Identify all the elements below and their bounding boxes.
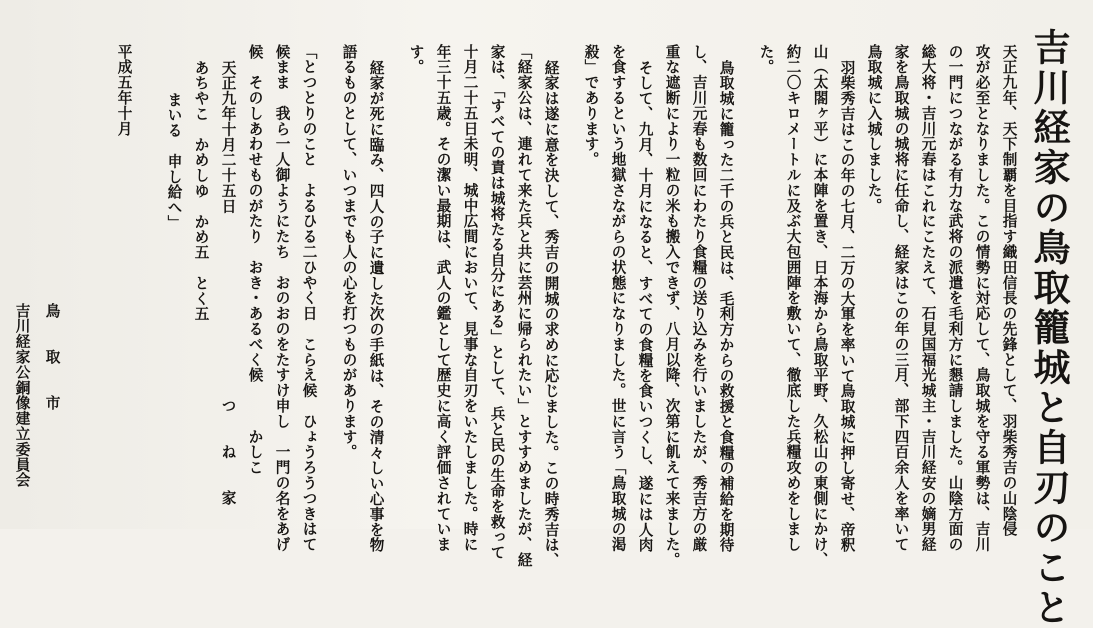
letter-date: 天正九年十月二十五日 — [219, 60, 237, 214]
body-line: 山（太閤ヶ平）に本陣を置き、日本海から鳥取平野、久松山の東側にかけ、 — [811, 44, 829, 568]
body-line: 家は、「すべての責は城将たる自分にある」として、兵と民の生命を救って — [488, 44, 506, 561]
body-line: 鳥取城に籠った二千の兵と民は、毛利方からの救援と食糧の補給を期待 — [717, 60, 735, 553]
body-line: 約二〇キロメートルに及ぶ大包囲陣を敷いて、徹底した兵糧攻めをしまし — [784, 44, 802, 553]
letter-line: 候まま 我ら一人御ようにたち おのおのをたすけ申し 一門の名をあげ — [273, 44, 291, 553]
body-line: 十月二十五日未明、城中広間において、見事な自刃をいたしました。時に — [461, 44, 479, 553]
body-line: の一門につながる有力な武将の派遣を毛利方に懇請しました。山陰方面の — [946, 44, 964, 553]
letter-sender: つ ね 家 — [219, 398, 237, 506]
body-line: 羽柴秀吉はこの年の七月、二万の大軍を率いて鳥取城に押し寄せ、帝釈 — [838, 60, 856, 553]
letter-line: 「とつとりのこと よるひる二ひやく日 こらえ候 ひょうろうつきはて — [300, 44, 318, 553]
body-line: 天正九年、天下制覇を目指す織田信長の先鋒として、羽柴秀吉の山陰侵 — [1000, 44, 1018, 537]
letter-recipients: まいる 申し給へ」 — [165, 92, 183, 231]
signature-city: 鳥 取 市 — [43, 303, 61, 411]
letter-recipients: あちやこ かめしゆ かめ五 とく五 — [192, 60, 210, 322]
signature-committee: 吉川経家公銅像建立委員会 — [13, 303, 31, 488]
body-line: し、吉川元春も数回にわたり食糧の送り込みを行いましたが、秀吉方の厳 — [690, 44, 708, 553]
body-line: 経家が死に臨み、四人の子に遺した次の手紙は、その清々しい心事を物 — [367, 60, 385, 553]
body-line: 総大将・吉川元春はこれにこたえて、石見国福光城主・吉川経安の嫡男経 — [919, 44, 937, 553]
body-line: 家を鳥取城の城将に任命し、経家はこの年の三月、部下四百余人を率いて — [892, 44, 910, 553]
body-line: 経家は遂に意を決して、秀吉の開城の求めに応じました。この時秀吉は、 — [542, 60, 560, 569]
body-line: を食するという地獄さながらの状態になりました。世に言う「鳥取城の渇 — [609, 44, 627, 553]
body-line: 「経家公は、連れて来た兵と共に芸州に帰られたい」とすすめましたが、経 — [515, 44, 533, 568]
body-line: す。 — [407, 44, 425, 75]
body-line: 殺」であります。 — [582, 44, 600, 168]
body-line: 鳥取城に入城しました。 — [865, 44, 883, 214]
body-line: 語るものとして、いつまでも人の心を打つものがあります。 — [340, 44, 358, 460]
body-line: そして、九月、十月になると、すべての食糧を食いつくし、遂には人肉 — [636, 60, 654, 553]
erected-date: 平成五年十月 — [115, 44, 133, 137]
body-line: た。 — [757, 44, 775, 75]
body-line: 重な遮断により一粒の米も搬入できず、八月以降、次第に飢えて来ました。 — [663, 44, 681, 568]
page-title: 吉川経家の鳥取籠城と自刃のこと — [1027, 28, 1070, 628]
letter-line: 候 そのしあわせものがたり おき・あるべく候 かしこ — [246, 44, 264, 476]
body-line: 年三十五歳。その潔い最期は、武人の鑑として歴史に高く評価されていま — [434, 44, 452, 553]
body-line: 攻が必至となりました。この情勢に対応して、鳥取城を守る軍勢は、吉川 — [973, 44, 991, 553]
